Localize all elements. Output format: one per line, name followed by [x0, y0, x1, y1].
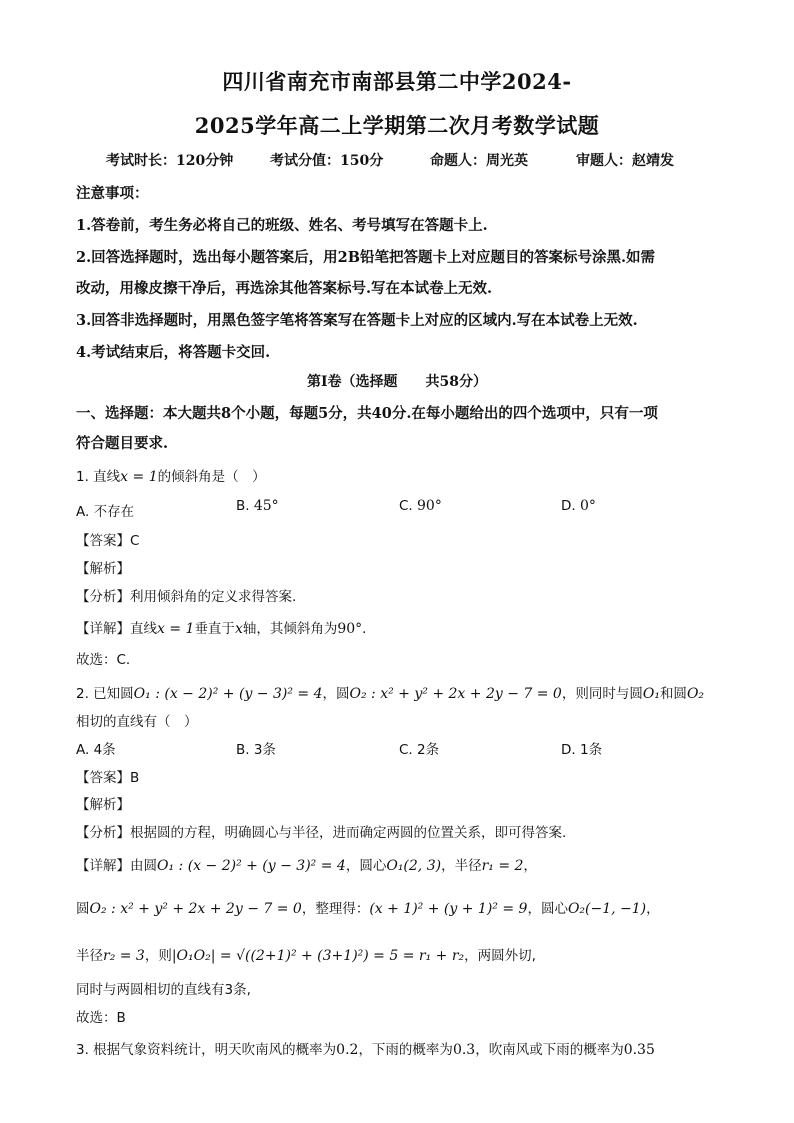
q1-detail: 【详解】直线x = 1垂直于x轴，其倾斜角为90°.	[76, 621, 367, 637]
q1-analysis: 【分析】利用倾斜角的定义求得答案.	[76, 589, 297, 605]
q2-detail-1: 【详解】由圆O₁ : (x − 2)² + (y − 3)² = 4，圆心O₁(2, 3)，半径r₁ = 2，	[76, 858, 537, 874]
title-line-2: 2025学年高二上学期第二次月考数学试题	[194, 113, 600, 138]
part1-heading: 一、选择题：本大题共8个小题，每题5分，共40分.在每小题给出的四个选项中，只有一项	[76, 405, 658, 422]
notice-item: 改动，用橡皮擦干净后，再选涂其他答案标号.写在本试卷上无效.	[76, 280, 493, 297]
q1-option-b: B. 45°	[236, 498, 279, 514]
notice-item: 3.回答非选择题时，用黑色签字笔将答案写在答题卡上对应的区域内.写在本试卷上无效.	[76, 312, 638, 329]
part1-heading-cont: 符合题目要求.	[76, 435, 169, 452]
meta-reviewer: 审题人：赵靖发	[576, 153, 674, 169]
q2-analysis-tag: 【解析】	[76, 797, 130, 813]
q2-analysis: 【分析】根据圆的方程，明确圆心与半径，进而确定两圆的位置关系，即可得答案.	[76, 825, 567, 841]
q1-conclusion: 故选：C.	[76, 652, 131, 668]
notice-item: 4.考试结束后，将答题卡交回.	[76, 344, 271, 361]
q2-detail-4: 同时与两圆相切的直线有3条,	[76, 982, 251, 998]
q2-stem: 2. 已知圆O₁ : (x − 2)² + (y − 3)² = 4，圆O₂ : x² + y² + 2x + 2y − 7 = 0，则同时与圆O₁和圆O₂	[76, 686, 705, 702]
notice-item: 1.答卷前，考生务必将自己的班级、姓名、考号填写在答题卡上.	[76, 217, 488, 234]
q1-answer: 【答案】C	[76, 533, 140, 549]
notice-item: 2.回答选择题时，选出每小题答案后，用2B铅笔把答题卡上对应题目的答案标号涂黑.如需	[76, 249, 656, 266]
q1-analysis-tag: 【解析】	[76, 561, 130, 577]
q2-option-a: A. 4条	[76, 742, 116, 758]
title-line-1: 四川省南充市南部县第二中学2024-	[222, 69, 572, 94]
q1-stem: 1. 直线x = 1的倾斜角是（ ）	[76, 469, 266, 485]
meta-time: 考试时长：120分钟	[106, 153, 234, 169]
q2-option-d: D. 1条	[561, 742, 603, 758]
meta-score: 考试分值：150分	[270, 153, 384, 169]
q1-option-a: A. 不存在	[76, 504, 135, 520]
q2-detail-3: 半径r₂ = 3，则|O₁O₂| = √((2+1)² + (3+1)²) = 5 = r₁ + r₂，两圆外切,	[76, 948, 536, 964]
q2-stem-cont: 相切的直线有（ ）	[76, 714, 198, 730]
q3-stem: 3. 根据气象资料统计，明天吹南风的概率为0.2，下雨的概率为0.3，吹南风或下雨的概率为0.35	[76, 1042, 655, 1058]
meta-author: 命题人：周光英	[430, 153, 528, 169]
q2-detail-2: 圆O₂ : x² + y² + 2x + 2y − 7 = 0，整理得：(x + 1)² + (y + 1)² = 9，圆心O₂(−1, −1)，	[76, 901, 660, 917]
q2-option-b: B. 3条	[236, 742, 276, 758]
volume-heading: 第Ⅰ卷（选择题 共58分）	[306, 374, 488, 390]
q1-option-c: C. 90°	[399, 498, 442, 514]
q2-conclusion: 故选：B	[76, 1010, 126, 1026]
q1-option-d: D. 0°	[561, 498, 596, 514]
q2-answer: 【答案】B	[76, 770, 140, 786]
notice-heading: 注意事项：	[76, 185, 149, 202]
q2-option-c: C. 2条	[399, 742, 440, 758]
